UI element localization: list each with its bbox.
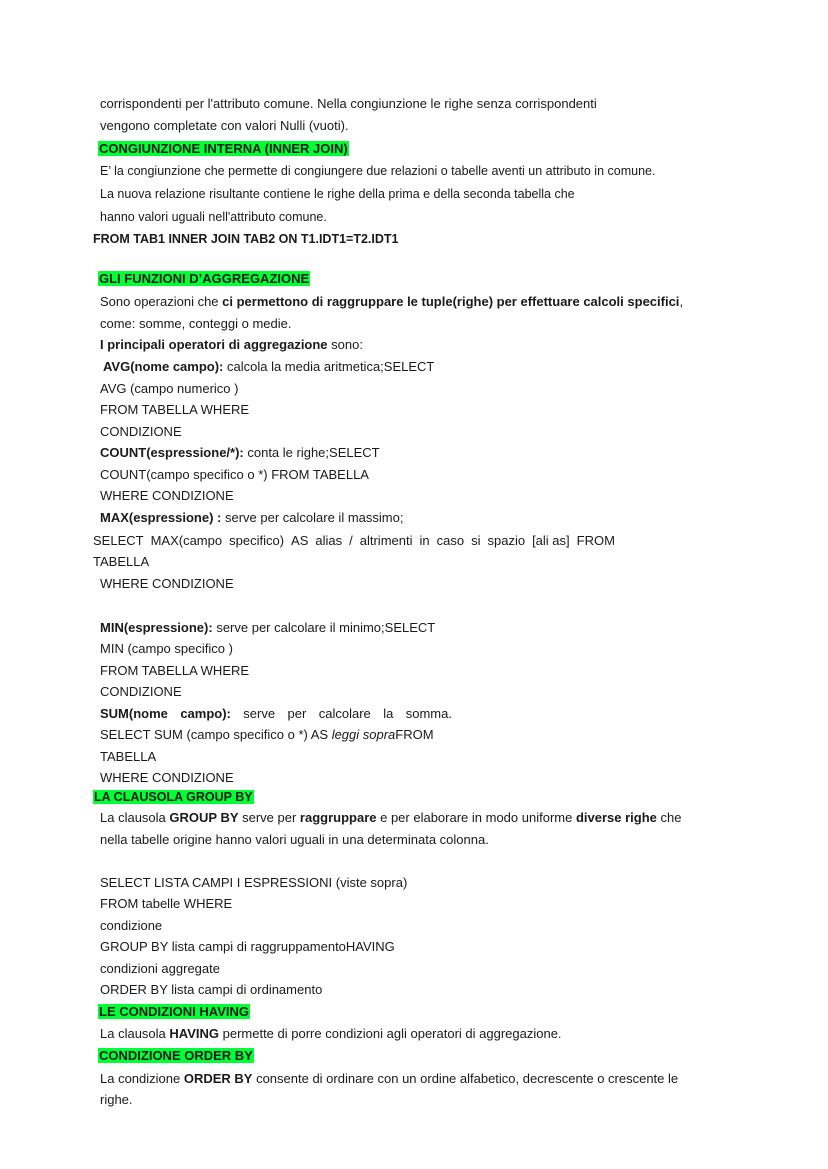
code-line: ORDER BY lista campi di ordinamento xyxy=(100,982,323,997)
code-line: GROUP BY lista campi di raggruppamentoHAVING xyxy=(100,939,395,954)
paragraph-line: hanno valori uguali nell'attributo comune. xyxy=(100,210,327,224)
code-line: condizioni aggregate xyxy=(100,961,220,976)
code-line: SELECT SUM (campo specifico o *) AS leggi sopraFROM xyxy=(100,727,434,742)
code-line: AVG (campo numerico ) xyxy=(100,381,239,396)
code-line: CONDIZIONE xyxy=(100,684,182,699)
paragraph-line: La clausola HAVING permette di porre condizioni agli operatori di aggregazione. xyxy=(100,1026,562,1041)
code-line: FROM TABELLA WHERE xyxy=(100,402,250,417)
code-line: SELECT LISTA CAMPI I ESPRESSIONI (viste sopra) xyxy=(100,875,408,890)
section-heading-aggregation: GLI FUNZIONI D’AGGREGAZIONE xyxy=(99,271,310,286)
section-heading-having: LE CONDIZIONI HAVING xyxy=(99,1004,249,1019)
code-line: FROM tabelle WHERE xyxy=(100,896,233,911)
code-line: WHERE CONDIZIONE xyxy=(100,576,234,591)
paragraph-line: corrispondenti per l'attributo comune. Nella congiunzione le righe senza corrispondenti xyxy=(100,96,597,111)
paragraph-line: E’ la congiunzione che permette di congiungere due relazioni o tabelle aventi un attributo in comune. xyxy=(100,164,656,178)
function-avg-line: AVG(nome campo): calcola la media aritmetica;SELECT xyxy=(103,359,435,374)
paragraph-line: Sono operazioni che ci permettono di raggruppare le tuple(righe) per effettuare calcoli specifici, xyxy=(100,294,684,309)
paragraph-line: nella tabelle origine hanno valori uguali in una determinata colonna. xyxy=(100,832,489,847)
paragraph-line: I principali operatori di aggregazione sono: xyxy=(100,337,363,352)
code-line: condizione xyxy=(100,918,163,933)
paragraph-line: vengono completate con valori Nulli (vuoti). xyxy=(100,118,349,133)
code-line: TABELLA xyxy=(100,749,157,764)
code-line: MIN (campo specifico ) xyxy=(100,641,233,656)
code-line: WHERE CONDIZIONE xyxy=(100,770,234,785)
section-heading-order-by: CONDIZIONE ORDER BY xyxy=(99,1048,253,1063)
code-line: TABELLA xyxy=(93,554,150,569)
function-min-line: MIN(espressione): serve per calcolare il minimo;SELECT xyxy=(100,620,436,635)
paragraph-line: La nuova relazione risultante contiene le righe della prima e della seconda tabella che xyxy=(100,187,575,201)
paragraph-line: come: somme, conteggi o medie. xyxy=(100,316,292,331)
function-max-line: MAX(espressione) : serve per calcolare il massimo; xyxy=(100,510,404,525)
paragraph-line: righe. xyxy=(100,1092,133,1107)
paragraph-line: La clausola GROUP BY serve per raggruppare e per elaborare in modo uniforme diverse righe che xyxy=(100,810,682,825)
section-heading-group-by: LA CLAUSOLA GROUP BY xyxy=(94,790,253,804)
code-line: FROM TABELLA WHERE xyxy=(100,663,250,678)
code-line: FROM TAB1 INNER JOIN TAB2 ON T1.IDT1=T2.IDT1 xyxy=(93,232,399,246)
code-line: COUNT(campo specifico o *) FROM TABELLA xyxy=(100,467,369,482)
function-sum-line: SUM(nome campo): serve per calcolare la somma. xyxy=(100,706,452,721)
paragraph-line: La condizione ORDER BY consente di ordinare con un ordine alfabetico, decrescente o crescente le xyxy=(100,1071,679,1086)
function-count-line: COUNT(espressione/*): conta le righe;SELECT xyxy=(100,445,380,460)
code-line: CONDIZIONE xyxy=(100,424,182,439)
code-line: WHERE CONDIZIONE xyxy=(100,488,234,503)
section-heading-inner-join: CONGIUNZIONE INTERNA (INNER JOIN) xyxy=(99,141,348,156)
code-line-justified: SELECT MAX(campo specifico) AS alias / altrimenti in caso si spazio [ali as] FROM xyxy=(93,533,615,548)
